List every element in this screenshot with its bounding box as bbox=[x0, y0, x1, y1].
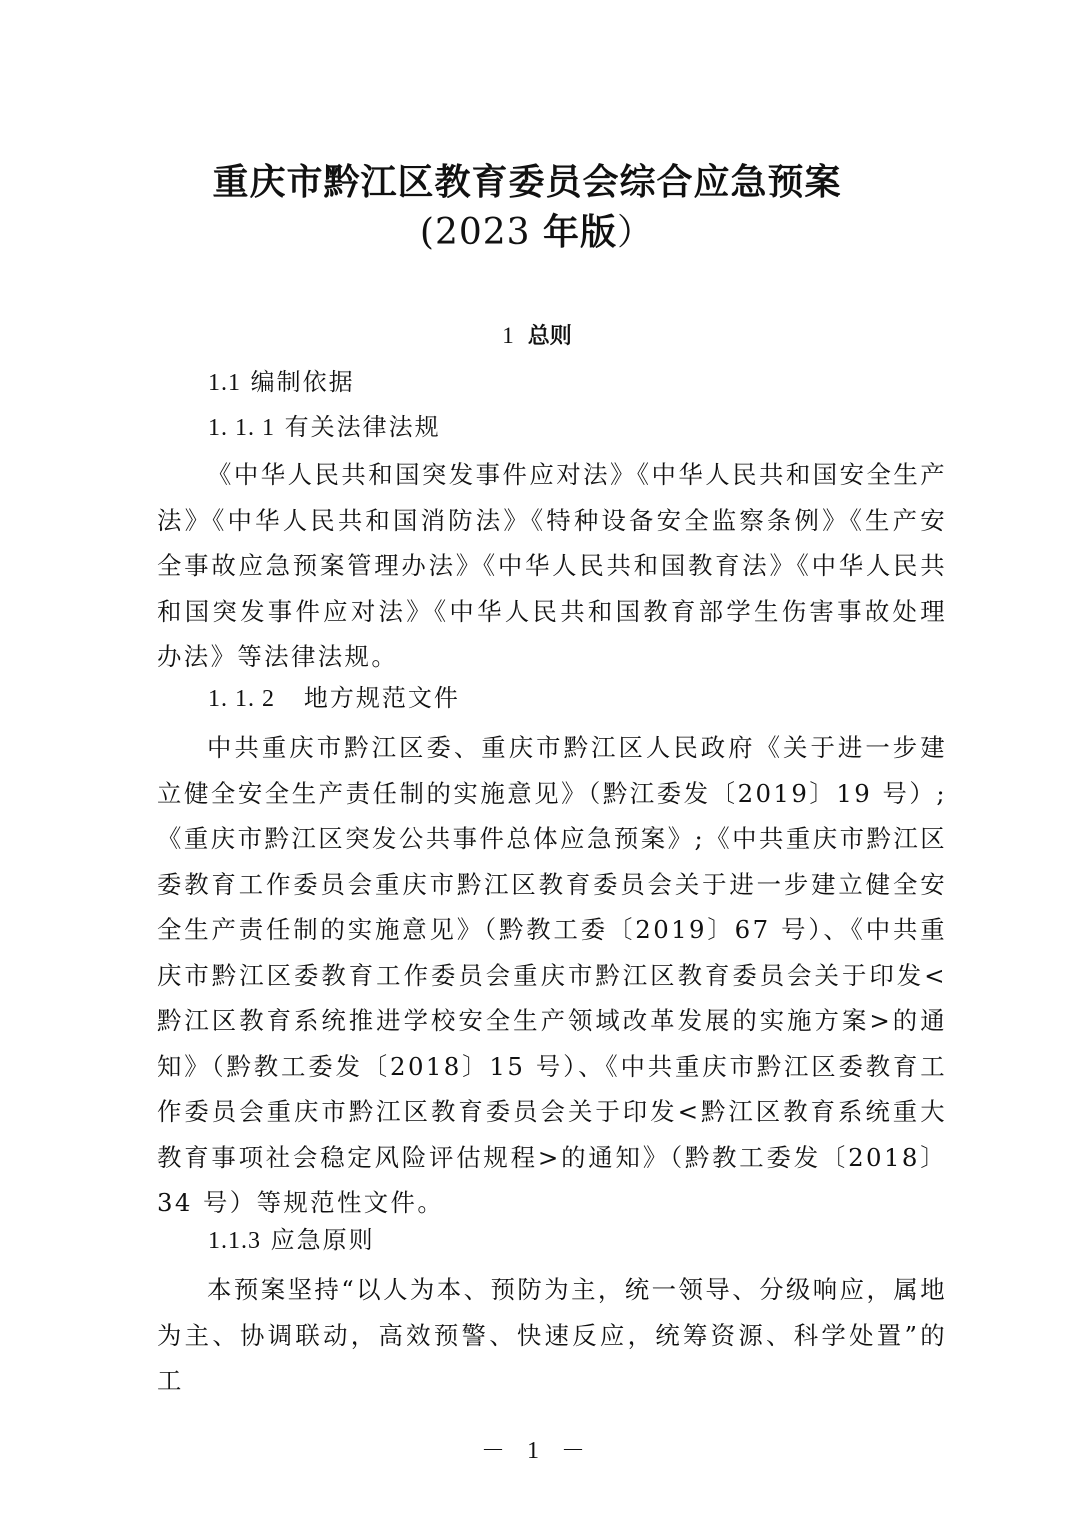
subtitle-close: ） bbox=[617, 212, 655, 253]
chapter-number: 1 bbox=[502, 323, 514, 348]
document-subtitle bbox=[0, 210, 1074, 255]
section-number: 1. 1. 1 bbox=[208, 415, 275, 441]
paragraph-local-regulations: 中共重庆市黔江区委、重庆市黔江区人民政府《关于进一步建立健全安全生产责任制的实施意见》（黔江委发〔2019〕19 号）;《重庆市黔江区突发公共事件总体应急预案》;《中共重庆市黔江区委教育工作委员会重庆市黔江区教育委员会关于进一步建立健全安全生产责任制的实施意见》（黔教工委〔2019〕67 号）、《中共重庆市黔江区委教育工作委员会重庆市黔江区教育委员会关于印发<黔江区教育系统推进学校安全生产领域改革发展的实施方案>的通知》（黔教工委发〔2018〕15 号）、《中共重庆市黔江区委教育工作委员会重庆市黔江区教育委员会关于印发<黔江区教育系统重大教育事项社会稳定风险评估规程>的通知》（黔教工委发〔2018〕34 号）等规范性文件。 bbox=[157, 733, 947, 1217]
page-number: － 1 － bbox=[481, 1438, 593, 1464]
document-title: 重庆市黔江区教育委员会综合应急预案 bbox=[212, 161, 842, 203]
chapter-title: 总则 bbox=[527, 324, 572, 349]
section-number: 1.1.3 bbox=[208, 1228, 261, 1254]
section-title: 地方规范文件 bbox=[303, 684, 460, 712]
section-number: 1.1 bbox=[208, 370, 241, 396]
section-title: 编制依据 bbox=[250, 368, 355, 396]
chapter-heading bbox=[0, 318, 1074, 355]
section-title: 应急原则 bbox=[270, 1226, 375, 1254]
section-heading-1-1-2 bbox=[208, 680, 460, 717]
subtitle-year: (2023 bbox=[419, 212, 544, 253]
section-title: 有关法律法规 bbox=[284, 413, 441, 441]
section-heading-1-1-1 bbox=[208, 409, 441, 446]
subtitle-edition: 年版 bbox=[543, 211, 618, 253]
section-heading-1-1 bbox=[208, 364, 355, 401]
paragraph-laws: 《中华人民共和国突发事件应对法》《中华人民共和国安全生产法》《中华人民共和国消防法》《特种设备安全监察条例》《生产安全事故应急预案管理办法》《中华人民共和国教育法》《中华人民共和国突发事件应对法》《中华人民共和国教育部学生伤害事故处理办法》等法律法规。 bbox=[157, 460, 947, 671]
section-heading-1-1-3 bbox=[208, 1222, 375, 1259]
section-number: 1. 1. 2 bbox=[208, 686, 275, 712]
paragraph-principles: 本预案坚持“以人为本、预防为主，统一领导、分级响应，属地为主、协调联动，高效预警、快速反应，统筹资源、科学处置”的工 bbox=[157, 1275, 947, 1395]
